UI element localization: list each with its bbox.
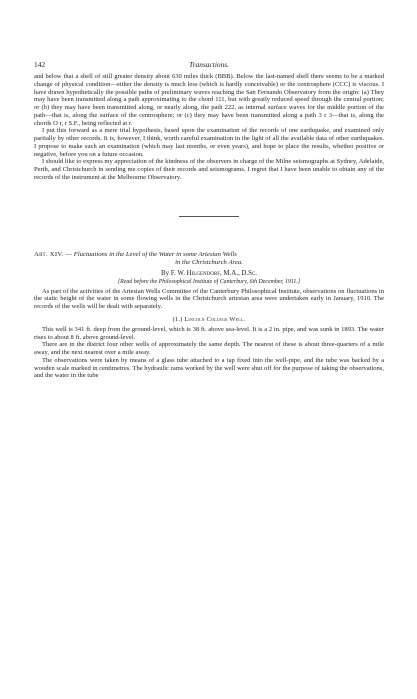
author-line bbox=[34, 270, 384, 277]
article-title-line2: in the Christchurch Area. bbox=[175, 258, 243, 266]
article-heading bbox=[34, 251, 384, 285]
body-paragraph: I put this forward as a mere trial hypothesis, based upon the examination of the records of one earthquake, and examined only partially by other records. It is, however, I think, worth careful examination in the light of all the available data of other earthquakes. I propose to make such an examination (which may last months, or even years), and hope to place the results, whether positive or negative, before you on a future occasion. bbox=[34, 127, 384, 158]
intro-paragraph: As part of the activities of the Artesian Wells Committee of the Canterbury Philosophical Institute, observations on fluctuations in the static height of the water in some flowing wells in the Christchurch artesian area were undertaken early in January, 1910. The records of the wells will be dealt with separately. bbox=[34, 287, 384, 310]
article-title: Fluctuations in the Level of the Water in some Artesian Wells bbox=[73, 250, 237, 258]
body-paragraph: I should like to express my appreciation of the kindness of the observers in charge of the Milne seismographs at Sydney, Adelaide, Perth, and Christchurch in sending me copies of their records and seismograms. I regret that I have been unable to obtain any of the records of the instrument at the Melbourne Observatory. bbox=[34, 158, 384, 181]
section-paragraph: The observations were taken by means of a glass tube attached to a tap fixed into the well-pipe, and the tube was backed by a wooden scale marked in centimetres. The hydraulic rams worked by the well were shut off for the purpose of taking the observations, and the water in the tube bbox=[34, 356, 384, 380]
section-paragraph: There are in the district four other wells of approximately the same depth. The nearest of these is about three-quarters of a mile away, and the next nearest over a mile away. bbox=[34, 341, 384, 356]
section-heading: (1.) Lincoln College Well. bbox=[172, 315, 246, 323]
running-title: Transactions. bbox=[188, 60, 230, 69]
author-prefix: By bbox=[160, 269, 170, 277]
page-number: 142 bbox=[34, 60, 46, 69]
page-header bbox=[34, 60, 384, 69]
page-content bbox=[34, 60, 384, 380]
article-number: Art. XIV. bbox=[34, 250, 64, 258]
section-paragraph: This well is 341 ft. deep from the ground-level, which is 38 ft. above sea-level. It is a 2 in. pipe, and was sunk in 1893. The water rises to about 8 ft. above ground-level. bbox=[34, 325, 384, 341]
read-note: [Read before the Philosophical Institute of Canterbury, 6th December, 1911.] bbox=[117, 278, 301, 285]
body-paragraph: and below that a shell of still greater density about 630 miles thick (BBB). Below the last-named shell there seems to be a marked change of physical condition—either the density is much less (which is hardly conceivable) or the centrosphere (CCC) is viscous. I have drawn hypothetically the possible paths of preliminary waves reaching the San Fernando Observatory from the origin: (a) They may have been transmitted along a path approximating to the chord 111, but with greatly reduced speed through the central portion; or (b) they may have been transmitted along, or nearly along, the path 222, as internal surface waves for the middle portion of the path—that is, along the surface of the centrosphere; or (c) they may have been transmitted along a path 3 r 3—that is, along the chords O r, r S.F., being reflected at r. bbox=[34, 73, 384, 127]
author-name: F. W. Hilgendorf, M.A., D.Sc. bbox=[170, 269, 258, 277]
article-title-line1: Art. XIV. — Fluctuations in the Level of the Water in some Artesian Wells bbox=[34, 250, 237, 258]
